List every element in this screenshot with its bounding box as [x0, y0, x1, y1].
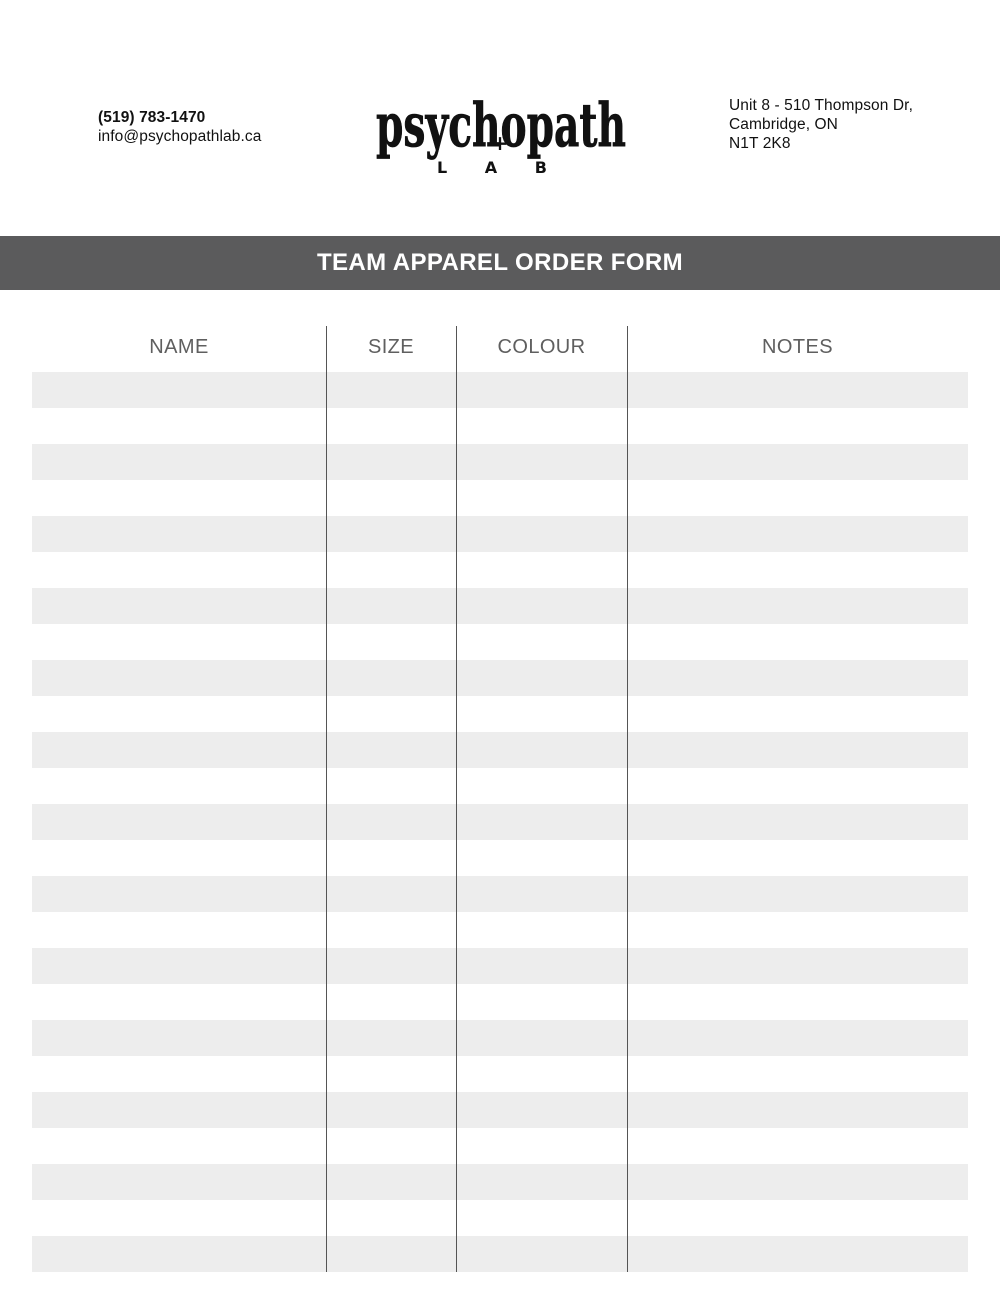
- column-header-size: SIZE: [367, 336, 415, 358]
- title-banner: [0, 236, 1000, 290]
- table-row[interactable]: [32, 1200, 968, 1236]
- logo-wordmark: psychopath: [376, 91, 626, 161]
- table-row[interactable]: [32, 768, 968, 804]
- address-block: [729, 96, 913, 153]
- table-row[interactable]: [32, 840, 968, 876]
- column-header-name: NAME: [149, 336, 209, 358]
- column-divider: [326, 326, 327, 1272]
- table-row[interactable]: [32, 408, 968, 444]
- table-row[interactable]: [32, 732, 968, 768]
- address-line: N1T 2K8: [729, 135, 791, 152]
- table-row[interactable]: [32, 984, 968, 1020]
- table-row[interactable]: [32, 660, 968, 696]
- table-row[interactable]: [32, 876, 968, 912]
- table-row[interactable]: [32, 480, 968, 516]
- table-row[interactable]: [32, 1020, 968, 1056]
- address-line: Cambridge, ON: [729, 116, 838, 133]
- table-row[interactable]: [32, 552, 968, 588]
- column-divider: [456, 326, 457, 1272]
- table-row[interactable]: [32, 372, 968, 408]
- table-row[interactable]: [32, 1164, 968, 1200]
- table-row[interactable]: [32, 1128, 968, 1164]
- logo-subtext: L A B: [437, 158, 563, 177]
- order-table: [32, 326, 968, 1272]
- column-divider: [627, 326, 628, 1272]
- table-row[interactable]: [32, 948, 968, 984]
- table-row[interactable]: [32, 1236, 968, 1272]
- table-row[interactable]: [32, 1272, 968, 1308]
- contact-info: [98, 108, 261, 146]
- email-address: info@psychopathlab.ca: [98, 128, 262, 145]
- company-logo: [372, 62, 630, 182]
- table-row[interactable]: [32, 912, 968, 948]
- address-line: Unit 8 - 510 Thompson Dr,: [729, 97, 913, 114]
- form-title: TEAM APPAREL ORDER FORM: [316, 249, 684, 276]
- logo-graphic: [372, 62, 630, 182]
- column-header-notes: NOTES: [762, 336, 833, 358]
- phone-number: (519) 783-1470: [98, 109, 206, 126]
- table-row[interactable]: [32, 1092, 968, 1128]
- table-row[interactable]: [32, 588, 968, 624]
- column-header-colour: COLOUR: [497, 336, 586, 358]
- logo-plus: +: [491, 131, 509, 155]
- table-row[interactable]: [32, 444, 968, 480]
- table-row[interactable]: [32, 516, 968, 552]
- table-row[interactable]: [32, 804, 968, 840]
- table-row[interactable]: [32, 696, 968, 732]
- table-row[interactable]: [32, 624, 968, 660]
- table-row[interactable]: [32, 1056, 968, 1092]
